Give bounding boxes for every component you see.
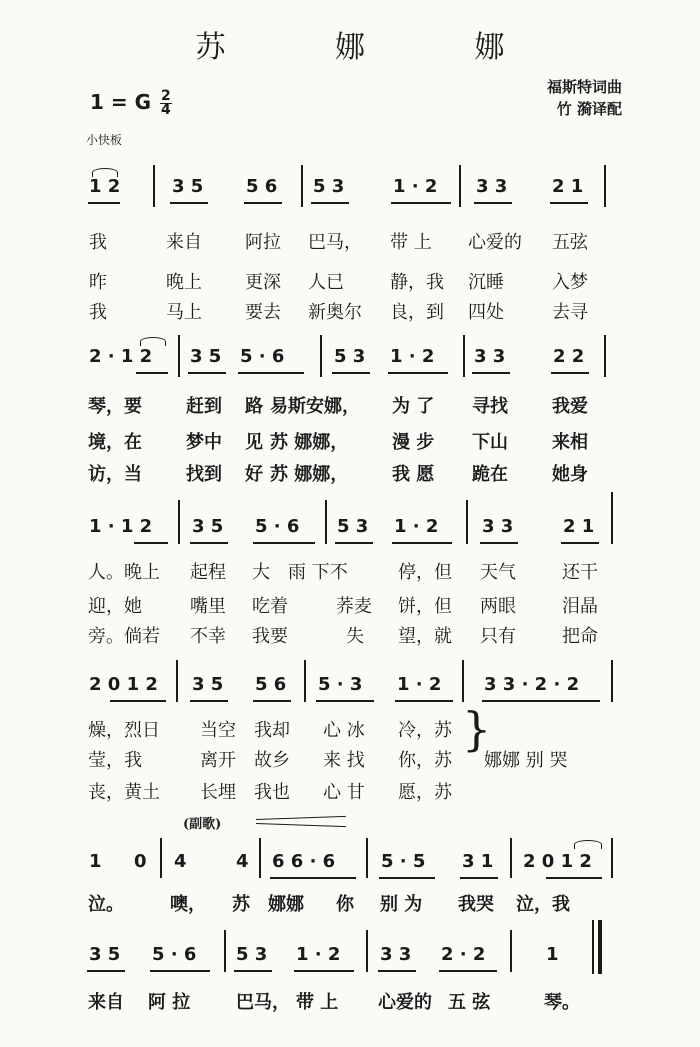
score-text: 3 3 · 2 · 2 xyxy=(484,674,580,695)
score-text: 故乡 xyxy=(254,750,290,771)
beam-underline xyxy=(170,202,208,204)
score-text: 天气 xyxy=(480,562,516,583)
score-text: 梦中 xyxy=(186,432,222,453)
bar-line xyxy=(459,165,461,207)
bar-line xyxy=(510,838,512,878)
score-text: 5 3 xyxy=(337,516,369,537)
score-text: 娜娜 xyxy=(268,894,304,915)
score-text: 静，我 xyxy=(390,272,444,293)
bar-line xyxy=(176,660,178,702)
bar-line xyxy=(592,920,594,974)
score-text: 四处 xyxy=(468,302,504,323)
score-text: 1 xyxy=(89,851,102,872)
beam-underline xyxy=(550,202,588,204)
translator-credit: 竹 漪译配 xyxy=(556,100,622,118)
score-text: 沉睡 xyxy=(468,272,504,293)
score-text: 2 2 xyxy=(553,346,585,367)
score-text: 要去 xyxy=(245,302,281,323)
beam-underline xyxy=(391,202,451,204)
beam-underline xyxy=(87,970,125,972)
score-text: 心 甘 xyxy=(323,782,365,803)
score-text: 寻找 xyxy=(472,396,508,417)
score-text: 心 冰 xyxy=(323,720,365,741)
score-text: 把命 xyxy=(562,626,598,647)
beam-underline xyxy=(88,202,120,204)
score-text: 带 上 xyxy=(390,232,432,253)
score-text: 失 xyxy=(346,626,364,647)
bar-line xyxy=(463,335,465,377)
score-text: 3 5 xyxy=(192,516,224,537)
score-text: 路 xyxy=(245,396,263,417)
score-text: 荞麦 xyxy=(336,596,372,617)
beam-underline xyxy=(110,700,166,702)
score-text: 去寻 xyxy=(552,302,588,323)
score-text: 你 xyxy=(336,894,354,915)
beam-underline xyxy=(244,202,282,204)
score-text: 当空 xyxy=(200,720,236,741)
beam-underline xyxy=(482,700,600,702)
beam-underline xyxy=(136,372,168,374)
beam-underline xyxy=(188,372,226,374)
beam-underline xyxy=(253,542,315,544)
score-text: 来自 xyxy=(166,232,202,253)
score-text: 昨 xyxy=(89,272,107,293)
notes-s1-m3a: 5 3 xyxy=(313,176,345,197)
bar-line xyxy=(598,920,602,974)
score-text: 长埋 xyxy=(200,782,236,803)
beam-underline xyxy=(294,970,354,972)
score-text: 2 0 1 2 xyxy=(89,674,158,695)
score-text: 我 xyxy=(89,232,107,253)
beam-underline xyxy=(270,877,356,879)
score-text: 嘴里 xyxy=(190,596,226,617)
score-text: 两眼 xyxy=(480,596,516,617)
score-text: 马上 xyxy=(166,302,202,323)
score-text: 5 · 5 xyxy=(381,851,426,872)
beam-underline xyxy=(311,202,349,204)
score-text: 冷，苏 xyxy=(398,720,452,741)
score-text: 大 xyxy=(252,562,270,583)
score-text: 雨 下不 xyxy=(288,562,348,583)
score-text: 5 3 xyxy=(236,944,268,965)
score-text: 我 愿 xyxy=(392,464,435,485)
score-text: 3 3 xyxy=(474,346,506,367)
beam-underline xyxy=(474,202,512,204)
score-text: 人。晚上 xyxy=(88,562,160,583)
score-text: 别 为 xyxy=(380,894,423,915)
bar-line xyxy=(178,335,180,377)
bar-line xyxy=(466,500,468,544)
score-text: 五 弦 xyxy=(448,992,491,1013)
score-text: 我却 xyxy=(254,720,290,741)
score-text: 1 = G xyxy=(90,90,152,114)
bar-line xyxy=(325,500,327,544)
beam-underline xyxy=(472,372,510,374)
beam-underline xyxy=(378,970,416,972)
beam-underline xyxy=(392,542,452,544)
score-text: 赶到 xyxy=(186,396,222,417)
score-text: 4 xyxy=(174,851,187,872)
score-text: 我 xyxy=(89,302,107,323)
beam-underline xyxy=(190,700,228,702)
score-text: 易斯安娜， xyxy=(270,396,360,417)
score-text: 5 · 3 xyxy=(318,674,363,695)
beam-underline xyxy=(395,700,453,702)
score-text: 2 xyxy=(160,88,171,104)
score-text: 3 1 xyxy=(462,851,494,872)
score-text: 漫 步 xyxy=(392,432,435,453)
beam-underline xyxy=(316,700,374,702)
composer-credit: 福斯特词曲 xyxy=(546,78,622,96)
score-text: 3 3 xyxy=(380,944,412,965)
beam-underline xyxy=(388,372,448,374)
score-text: 停，但 xyxy=(398,562,452,583)
score-text: 离开 xyxy=(200,750,236,771)
score-text: 心爱的 xyxy=(468,232,522,253)
score-text: 巴马， xyxy=(308,232,362,253)
score-text: 3 3 xyxy=(482,516,514,537)
score-text: 5 · 6 xyxy=(240,346,285,367)
beam-underline xyxy=(551,372,589,374)
score-text: 她身 xyxy=(552,464,588,485)
score-text: 莹，我 xyxy=(88,750,142,771)
score-text: 3 5 xyxy=(192,674,224,695)
slur-mark xyxy=(140,337,166,346)
score-text: 阿拉 xyxy=(245,232,281,253)
beam-underline xyxy=(546,877,602,879)
score-text: 见 xyxy=(245,432,263,453)
score-text: 饼，但 xyxy=(398,596,452,617)
score-text: 晚上 xyxy=(166,272,202,293)
score-text: 来自 xyxy=(88,992,124,1013)
score-text: 心爱的 xyxy=(378,992,432,1013)
brace-lyric: 娜娜 别 哭 xyxy=(484,750,568,771)
beam-underline xyxy=(335,542,373,544)
score-text: 1 · 1 2 xyxy=(89,516,153,537)
notes-s1-m2a: 3 5 xyxy=(172,176,204,197)
score-text: 5 · 6 xyxy=(255,516,300,537)
bar-line xyxy=(611,660,613,702)
beam-underline xyxy=(480,542,518,544)
beam-underline xyxy=(253,700,291,702)
score-text: 5 6 xyxy=(255,674,287,695)
slur-mark xyxy=(574,840,602,849)
beam-underline xyxy=(379,877,435,879)
score-text: 我要 xyxy=(252,626,288,647)
score-text: 新奥尔 xyxy=(308,302,362,323)
beam-underline xyxy=(234,970,272,972)
score-text: 良，到 xyxy=(390,302,444,323)
score-text: 泣。 xyxy=(88,894,124,915)
notes-s2-m1: 2 · 1 2 xyxy=(89,346,153,367)
score-text: 来相 xyxy=(552,432,588,453)
bar-line xyxy=(153,165,155,207)
score-text: 起程 xyxy=(190,562,226,583)
song-title: 苏 娜 娜 xyxy=(195,30,555,65)
bar-line xyxy=(366,838,368,878)
score-text: 不幸 xyxy=(190,626,226,647)
score-text: 泪晶 xyxy=(562,596,598,617)
score-text: 入梦 xyxy=(552,272,588,293)
score-text: 迎，她 xyxy=(88,596,142,617)
bar-line xyxy=(304,660,306,702)
score-text: 巴马， xyxy=(236,992,290,1013)
bar-line xyxy=(160,838,162,878)
score-text: 五弦 xyxy=(552,232,588,253)
beam-underline xyxy=(460,877,498,879)
chorus-label: (副歌) xyxy=(183,817,222,832)
score-text: 只有 xyxy=(480,626,516,647)
beam-underline xyxy=(439,970,497,972)
score-text: 望，就 xyxy=(398,626,452,647)
score-text: 你，苏 xyxy=(398,750,452,771)
score-text: 1 xyxy=(546,944,559,965)
score-text: 2 1 xyxy=(563,516,595,537)
bar-line xyxy=(224,930,226,972)
score-text: 为 了 xyxy=(392,396,435,417)
score-text: 我哭 xyxy=(458,894,494,915)
bar-line xyxy=(301,165,303,207)
score-text: 0 xyxy=(134,851,147,872)
beam-underline xyxy=(190,542,228,544)
bar-line xyxy=(366,930,368,972)
score-text: 还干 xyxy=(562,562,598,583)
bar-line xyxy=(611,838,613,878)
beam-underline xyxy=(134,542,168,544)
bar-line xyxy=(462,660,464,702)
score-text: 下山 xyxy=(472,432,508,453)
score-text: 4 xyxy=(160,102,171,118)
score-text: 苏 娜娜， xyxy=(270,432,349,453)
beam-underline xyxy=(561,542,599,544)
score-text: 1 · 2 xyxy=(394,516,439,537)
notes-s1-m1: 1 2 xyxy=(89,176,121,197)
bar-line xyxy=(604,335,606,377)
score-text: 访，当 xyxy=(88,464,142,485)
bar-line xyxy=(178,500,180,544)
score-text: 5 · 6 xyxy=(152,944,197,965)
score-text: 愿，苏 xyxy=(398,782,452,803)
bar-line xyxy=(320,335,322,377)
score-text: 1 · 2 xyxy=(296,944,341,965)
score-text: 5 3 xyxy=(334,346,366,367)
score-text: 找到 xyxy=(186,464,222,485)
score-text: 燥，烈日 xyxy=(88,720,160,741)
score-text: 琴。 xyxy=(544,992,580,1013)
notes-s1-m4b: 2 1 xyxy=(552,176,584,197)
score-text: 人已 xyxy=(308,272,344,293)
score-text: 4 xyxy=(236,851,249,872)
notes-s1-m4a: 3 3 xyxy=(476,176,508,197)
score-text: 境，在 xyxy=(88,432,142,453)
score-text: 2 · 2 xyxy=(441,944,486,965)
score-text: 更深 xyxy=(245,272,281,293)
score-text: 旁。倘若 xyxy=(88,626,160,647)
score-text: 苏 娜娜， xyxy=(270,464,349,485)
score-text: 苏 xyxy=(232,894,250,915)
key-signature xyxy=(90,90,172,117)
beam-underline xyxy=(150,970,210,972)
score-text: 来 找 xyxy=(323,750,365,771)
bar-line xyxy=(604,165,606,207)
bar-line xyxy=(611,492,613,544)
score-text: 3 5 xyxy=(89,944,121,965)
score-text: 琴，要 xyxy=(88,396,142,417)
beam-underline xyxy=(332,372,370,374)
score-text: 6 6 · 6 xyxy=(272,851,336,872)
bar-line xyxy=(510,930,512,972)
time-signature xyxy=(160,90,172,117)
score-text: 1 · 2 xyxy=(397,674,442,695)
score-text: 2 0 1 2 xyxy=(523,851,592,872)
score-text: 我爱 xyxy=(552,396,588,417)
verse-brace: } xyxy=(462,702,492,756)
score-text: 噢， xyxy=(170,894,206,915)
beam-underline xyxy=(238,372,304,374)
tempo-marking: 小快板 xyxy=(86,133,123,147)
score-text: 好 xyxy=(245,464,263,485)
score-text: 吃着 xyxy=(252,596,288,617)
notes-s1-m2b: 5 6 xyxy=(246,176,278,197)
score-text: 阿 拉 xyxy=(148,992,191,1013)
score-text: 跪在 xyxy=(472,464,508,485)
bar-line xyxy=(259,838,261,878)
score-text: 丧，黄土 xyxy=(88,782,160,803)
score-text: 我也 xyxy=(254,782,290,803)
score-text: 带 上 xyxy=(296,992,339,1013)
notes-s1-m3b: 1 · 2 xyxy=(393,176,438,197)
score-text: 3 5 xyxy=(190,346,222,367)
score-text: 泣，我 xyxy=(516,894,570,915)
score-text: 1 · 2 xyxy=(390,346,435,367)
